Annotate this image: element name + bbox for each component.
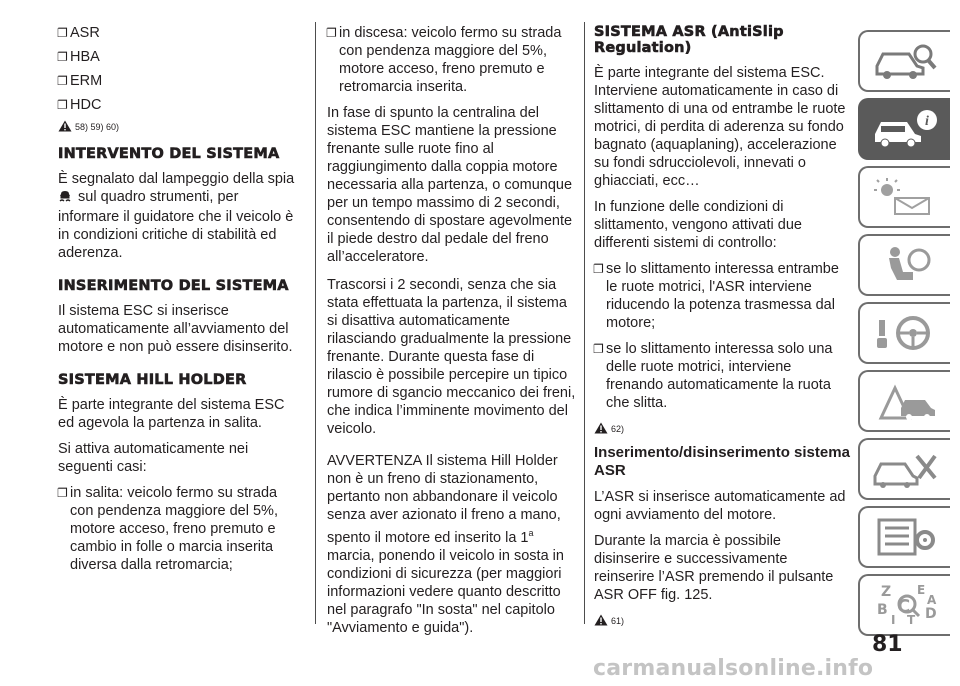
paragraph: È segnalato dal lampeggio della spia sul quadro strumenti, per informare il guidatore che il veicolo è in condizioni critiche di stabilità ed aderenza.	[58, 171, 295, 261]
warning-triangle-icon	[594, 422, 608, 434]
column-divider	[584, 22, 585, 624]
list-item: ❐ ASR	[58, 24, 298, 42]
tab-warning-triangle-car[interactable]	[858, 370, 950, 432]
dashboard-lights-icon	[869, 176, 941, 218]
index-letter: Z	[881, 584, 892, 600]
tab-car-info[interactable]	[858, 98, 950, 160]
paragraph: AVVERTENZA Il sistema Hill Holder non è un freno di stazionamento, pertanto non abbandonare il veicolo senza aver azionato il freno a mano, spento il motore ed inserito la 1$^a$ marcia, ponendo il veicolo in sosta in condizioni di sicurezza (per maggiori informazioni vedere quanto descritto nel paragrafo "In sosta" nel capitolo "Avviamento e guida").	[327, 453, 564, 636]
column-right	[594, 24, 850, 634]
list-item: ❐ in salita: veicolo fermo su strada con pendenza maggiore del 5%, motore acceso, freno premuto e cambio in folle o marcia inserita diversa dalla retromarcia;	[58, 484, 298, 574]
tab-airbag-seat[interactable]	[858, 234, 950, 296]
warning-refs: 58) 59) 60)	[75, 122, 120, 132]
warning-reference	[58, 120, 298, 132]
paragraph: Il sistema ESC si inserisce automaticamente all’avviamento del motore e non può essere disinserito.	[58, 303, 293, 355]
paragraph: L’ASR si inserisce automaticamente ad ogni avviamento del motore.	[594, 489, 846, 523]
list-item: ❐ HDC	[58, 96, 298, 114]
steering-wheel-icon	[869, 312, 941, 354]
watermark: carmanualsonline.info	[593, 656, 874, 681]
warning-triangle-icon	[594, 614, 608, 626]
paragraph: In funzione delle condizioni di slittamento, vengono attivati due differenti sistemi di controllo:	[594, 199, 802, 251]
heading-intervento: INTERVENTO DEL SISTEMA	[58, 146, 280, 162]
index-letter: T	[907, 613, 916, 627]
tab-index[interactable]	[858, 574, 950, 636]
index-letter: I	[891, 613, 896, 627]
paragraph: Trascorsi i 2 secondi, senza che sia stata effettuata la partenza, il sistema si disattiva automaticamente rilasciando gradualmente la pressione frenante. Durante questa fase di rilascio è possibile percepire un tipico rumore di sgancio meccanico dei freni, che indica l’imminente movimento del veicolo.	[327, 277, 576, 437]
tab-steering-wheel[interactable]	[858, 302, 950, 364]
car-info-icon	[869, 108, 941, 150]
esc-warning-light-icon	[58, 189, 72, 208]
heading-hill-holder: SISTEMA HILL HOLDER	[58, 372, 247, 388]
car-search-icon	[869, 40, 941, 82]
paragraph: Durante la marcia è possibile disinserire e successivamente reinserire l’ASR premendo il pulsante ASR OFF fig. 125.	[594, 533, 834, 603]
column-left	[58, 24, 298, 580]
warning-refs: 62)	[611, 424, 625, 434]
tab-maintenance-list[interactable]	[858, 506, 950, 568]
paragraph: È parte integrante del sistema ESC. Interviene automaticamente in caso di slittamento di una od entrambe le ruote motrici, di perdita di aderenza su fondo bagnato (aquaplaning), accelerazione su fondi sdrucciolevoli, innevati o ghiacciati, ecc…	[594, 65, 846, 189]
page-number: 81	[872, 632, 903, 657]
warning-triangle-car-icon	[869, 380, 941, 422]
heading-asr: SISTEMA ASR (AntiSlip Regulation)	[594, 24, 784, 56]
heading-inserimento-asr: Inserimento/disinserimento sistema ASR	[594, 444, 850, 479]
heading-inserimento: INSERIMENTO DEL SISTEMA	[58, 278, 289, 294]
list-item: ❐ se lo slittamento interessa entrambe le ruote motrici, l'ASR interviene riducendo la potenza trasmessa dal motore;	[594, 260, 850, 332]
index-letter: C	[897, 596, 911, 617]
tab-car-search[interactable]	[858, 30, 950, 92]
paragraph: Si attiva automaticamente nei seguenti casi:	[58, 441, 249, 475]
index-letter: D	[925, 606, 937, 622]
warning-triangle-icon	[58, 120, 72, 132]
column-divider	[315, 22, 316, 624]
paragraph: In fase di spunto la centralina del sistema ESC mantiene la pressione frenante sulle ruote fino al raggiungimento dalla coppia motore necessaria alla partenza, o comunque per un tempo massimo di 2 secondi, consentendo di spostare agevolmente il piede destro dal pedale del freno all’acceleratore.	[327, 105, 573, 265]
warning-refs: 61)	[611, 616, 625, 626]
list-item: ❐ HBA	[58, 48, 298, 66]
index-letter: E	[917, 583, 926, 597]
car-tools-icon	[869, 448, 941, 490]
list-item: ❐ ERM	[58, 72, 298, 90]
index-letter: A	[927, 593, 937, 607]
tab-car-tools[interactable]	[858, 438, 950, 500]
svg-text:i: i	[925, 114, 929, 129]
column-middle	[327, 24, 579, 645]
index-letter: B	[877, 602, 888, 618]
paragraph: È parte integrante del sistema ESC ed agevola la partenza in salita.	[58, 397, 285, 431]
index-letters-icon	[869, 582, 941, 628]
list-item: ❐ in discesa: veicolo fermo su strada con pendenza maggiore del 5%, motore acceso, freno premuto e retromarcia inserita.	[327, 24, 579, 96]
maintenance-list-icon	[869, 516, 941, 558]
warning-reference	[594, 422, 850, 434]
warning-reference	[594, 614, 850, 626]
airbag-seat-icon	[869, 244, 941, 286]
list-item: ❐ se lo slittamento interessa solo una delle ruote motrici, interviene frenando automaticamente la ruota che slitta.	[594, 340, 850, 412]
chapter-tabs	[858, 30, 958, 642]
tab-dashboard-lights[interactable]	[858, 166, 950, 228]
